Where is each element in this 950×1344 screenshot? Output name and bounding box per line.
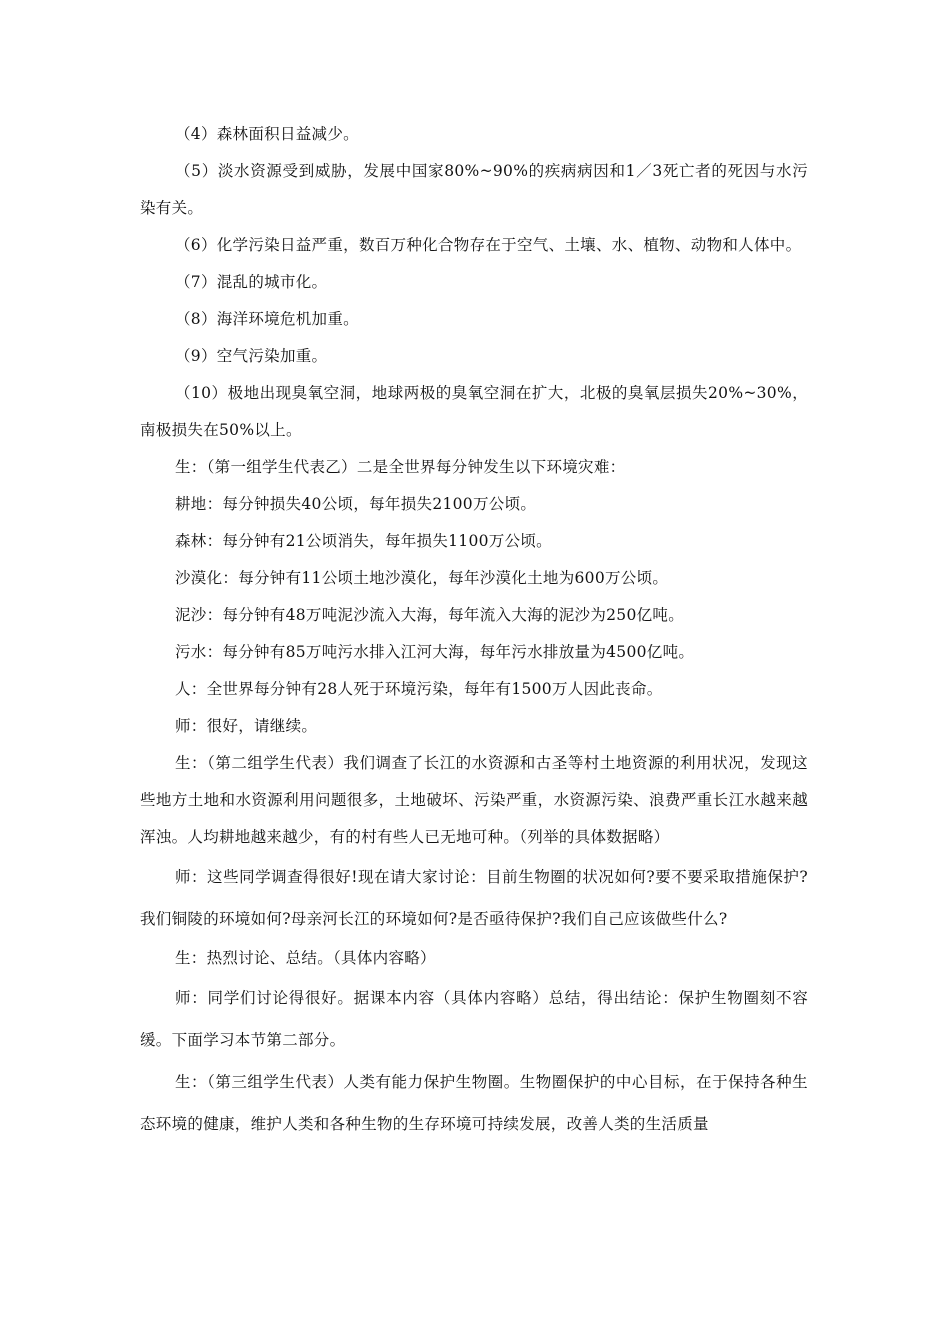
disaster-people: 人：全世界每分钟有28人死于环境污染，每年有1500万人因此丧命。 xyxy=(175,680,663,698)
teacher-continue: 师：很好，请继续。 xyxy=(175,717,318,735)
student-group2-report: 生：（第二组学生代表）我们调查了长江的水资源和古圣等村土地资源的利用状况，发现这些地方土地和水资源利用问题很多，土地破坏、污染严重，水资源污染、浪费严重长江水越来越浑浊。人均耕地越来越少，有的村有些人已无地可种。（列举的具体数据略） xyxy=(140,754,808,846)
student-group1-intro: 生：（第一组学生代表乙）二是全世界每分钟发生以下环境灾难： xyxy=(175,458,626,476)
teacher-discussion-prompt: 师：这些同学调查得很好!现在请大家讨论：目前生物圈的状况如何?要不要采取措施保护?我们铜陵的环境如何?母亲河长江的环境如何?是否亟待保护?我们自己应该做些什么? xyxy=(140,868,808,928)
disaster-desertification: 沙漠化：每分钟有11公顷土地沙漠化，每年沙漠化土地为600万公顷。 xyxy=(175,569,669,587)
student-discussion: 生：热烈讨论、总结。（具体内容略） xyxy=(175,949,436,967)
paragraph-item-8: （8）海洋环境危机加重。 xyxy=(175,310,359,328)
paragraph-item-4: （4）森林面积日益减少。 xyxy=(175,125,359,143)
paragraph-item-10: （10）极地出现臭氧空洞，地球两极的臭氧空洞在扩大，北极的臭氧层损失20%~30%，南极损失在50%以上。 xyxy=(140,384,808,439)
paragraph-item-9: （9）空气污染加重。 xyxy=(175,347,328,365)
disaster-forest: 森林：每分钟有21公顷消失，每年损失1100万公顷。 xyxy=(175,532,552,550)
paragraph-item-5: （5）淡水资源受到威胁，发展中国家80%~90%的疾病病因和1／3死亡者的死因与水污染有关。 xyxy=(140,162,808,217)
disaster-sewage: 污水：每分钟有85万吨污水排入江河大海，每年污水排放量为4500亿吨。 xyxy=(175,643,695,661)
paragraph-item-6: （6）化学污染日益严重，数百万种化合物存在于空气、土壤、水、植物、动物和人体中。 xyxy=(175,236,802,254)
document-body xyxy=(140,116,808,1145)
student-group3-report: 生：（第三组学生代表）人类有能力保护生物圈。生物圈保护的中心目标，在于保持各种生态环境的健康，维护人类和各种生物的生存环境可持续发展，改善人类的生活质量 xyxy=(140,1073,808,1133)
teacher-conclusion: 师：同学们讨论得很好。据课本内容（具体内容略）总结，得出结论：保护生物圈刻不容缓。下面学习本节第二部分。 xyxy=(140,989,808,1049)
disaster-sediment: 泥沙：每分钟有48万吨泥沙流入大海，每年流入大海的泥沙为250亿吨。 xyxy=(175,606,685,624)
paragraph-item-7: （7）混乱的城市化。 xyxy=(175,273,328,291)
disaster-farmland: 耕地：每分钟损失40公顷，每年损失2100万公顷。 xyxy=(175,495,537,513)
